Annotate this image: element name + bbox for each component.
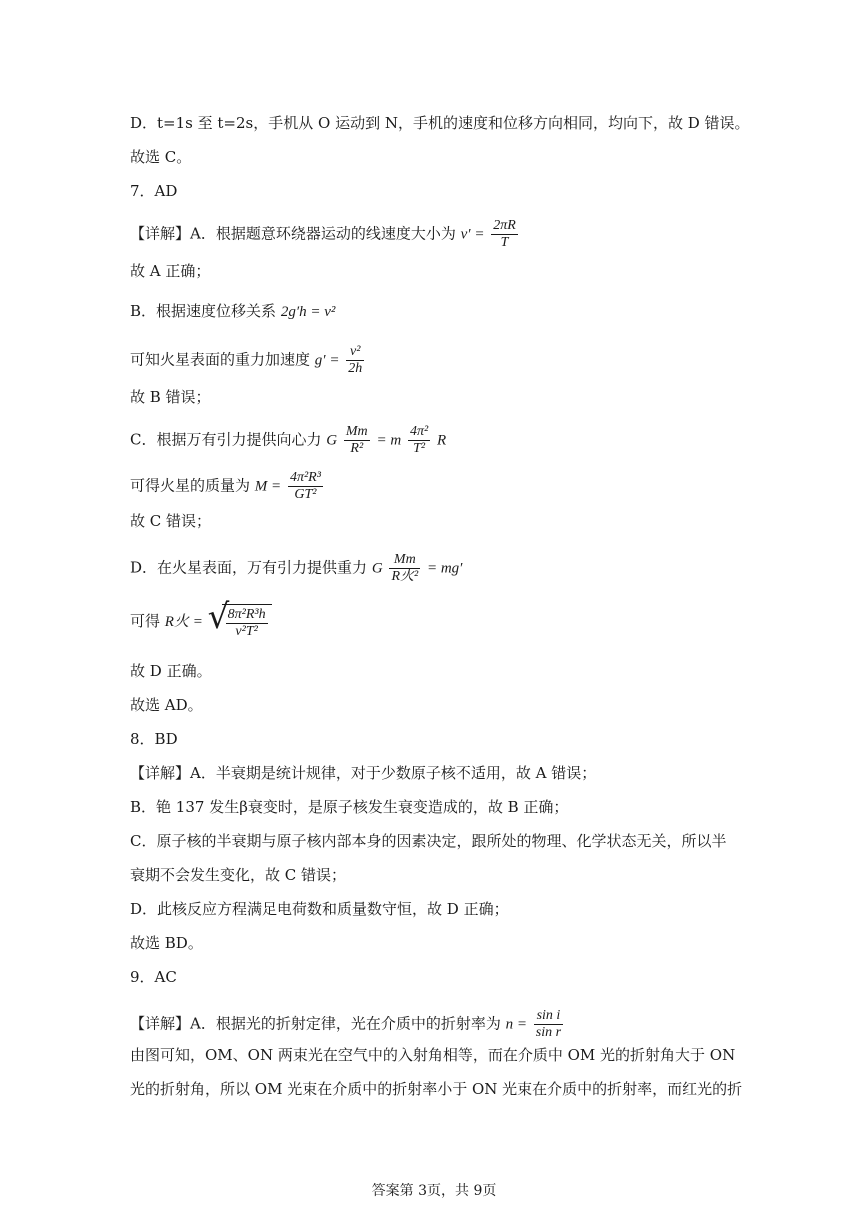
numerator: 4π²R³	[289, 470, 321, 485]
text-line	[130, 424, 446, 457]
text-line: 故选 C。	[130, 148, 192, 166]
numerator: 8π²R³h	[227, 607, 266, 622]
text-segment: 【详解】A．根据题意环绕器运动的线速度大小为	[130, 224, 456, 243]
denominator: R²	[350, 441, 364, 456]
denominator: T²	[413, 441, 426, 456]
text-line: 衰期不会发生变化，故 C 错误；	[130, 866, 347, 884]
formula: G	[326, 432, 338, 449]
text-segment: 【详解】A．根据光的折射定律，光在介质中的折射率为	[130, 1014, 501, 1033]
radical-sign-icon: √	[207, 597, 230, 637]
denominator: GT²	[294, 487, 317, 502]
formula: v′ =	[460, 226, 485, 243]
numerator: sin i	[534, 1008, 563, 1025]
numerator: 4π²	[409, 424, 429, 439]
formula: = m	[376, 432, 402, 449]
denominator: v²T²	[235, 624, 258, 639]
text-line: D．此核反应方程满足电荷数和质量数守恒，故 D 正确；	[130, 900, 509, 918]
text-line	[130, 552, 462, 585]
text-line: 故 A 正确；	[130, 262, 211, 280]
fraction	[346, 344, 364, 377]
text-line	[130, 470, 325, 503]
text-segment: 可得	[130, 612, 161, 630]
fraction	[408, 424, 430, 457]
text-line: 故 D 正确。	[130, 662, 212, 680]
text-segment: 可得火星的质量为	[130, 476, 251, 495]
denominator: 2h	[348, 361, 363, 376]
numerator: Mm	[345, 424, 368, 439]
text-segment: C．根据万有引力提供向心力	[130, 430, 322, 449]
denominator: R火²	[391, 569, 419, 584]
text-segment: B．根据速度位移关系	[130, 302, 277, 320]
text-line: 故选 BD。	[130, 934, 203, 952]
text-line: 故选 AD。	[130, 696, 203, 714]
page-footer: 答案第 3页，共 9页	[371, 1183, 497, 1199]
fraction	[344, 424, 370, 457]
text-line	[130, 344, 366, 377]
text-line: C．原子核的半衰期与原子核内部本身的因素决定，跟所处的物理、化学状态无关，所以半	[130, 832, 727, 850]
formula: M =	[254, 478, 282, 495]
formula: R	[436, 432, 447, 449]
fraction	[288, 470, 323, 503]
formula: G	[371, 560, 383, 577]
text-line	[130, 1008, 565, 1041]
fraction	[491, 218, 518, 251]
text-segment: 可知火星表面的重力加速度	[130, 350, 311, 369]
numerator: v²	[346, 344, 364, 361]
text-line: B．铯 137 发生β衰变时，是原子核发生衰变造成的，故 B 正确；	[130, 798, 569, 816]
formula: n =	[505, 1016, 527, 1033]
formula: R火 =	[164, 614, 203, 630]
fraction	[389, 552, 420, 585]
question-number: 8．BD	[130, 730, 178, 748]
question-number: 7．AD	[130, 182, 178, 200]
text-line	[130, 597, 272, 640]
text-line	[130, 300, 335, 323]
text-line: 由图可知，OM、ON 两束光在空气中的入射角相等，而在介质中 OM 光的折射角大于 ON	[130, 1046, 736, 1064]
text-line: 【详解】A．半衰期是统计规律，对于少数原子核不适用，故 A 错误；	[130, 764, 597, 782]
numerator: Mm	[389, 552, 420, 569]
text-line	[130, 218, 520, 251]
text-line: 光的折射角，所以 OM 光束在介质中的折射率小于 ON 光束在介质中的折射率，而红光的折	[130, 1080, 743, 1098]
fraction	[534, 1008, 563, 1041]
text-line: 故 B 错误；	[130, 388, 211, 406]
text-line: D．t=1s 至 t=2s，手机从 O 运动到 N，手机的速度和位移方向相同，均向下，故 D 错误。	[130, 114, 750, 132]
fraction	[226, 607, 268, 640]
numerator: 2πR	[493, 218, 516, 233]
formula: 2g′h = v²	[280, 304, 336, 320]
formula: = mg′	[426, 560, 463, 577]
text-line: 故 C 错误；	[130, 512, 212, 530]
denominator: sin r	[535, 1025, 562, 1040]
text-segment: D．在火星表面，万有引力提供重力	[130, 558, 368, 577]
denominator: T	[500, 235, 509, 250]
question-number: 9．AC	[130, 968, 177, 986]
square-root	[207, 597, 272, 640]
formula: g′ =	[314, 352, 340, 369]
